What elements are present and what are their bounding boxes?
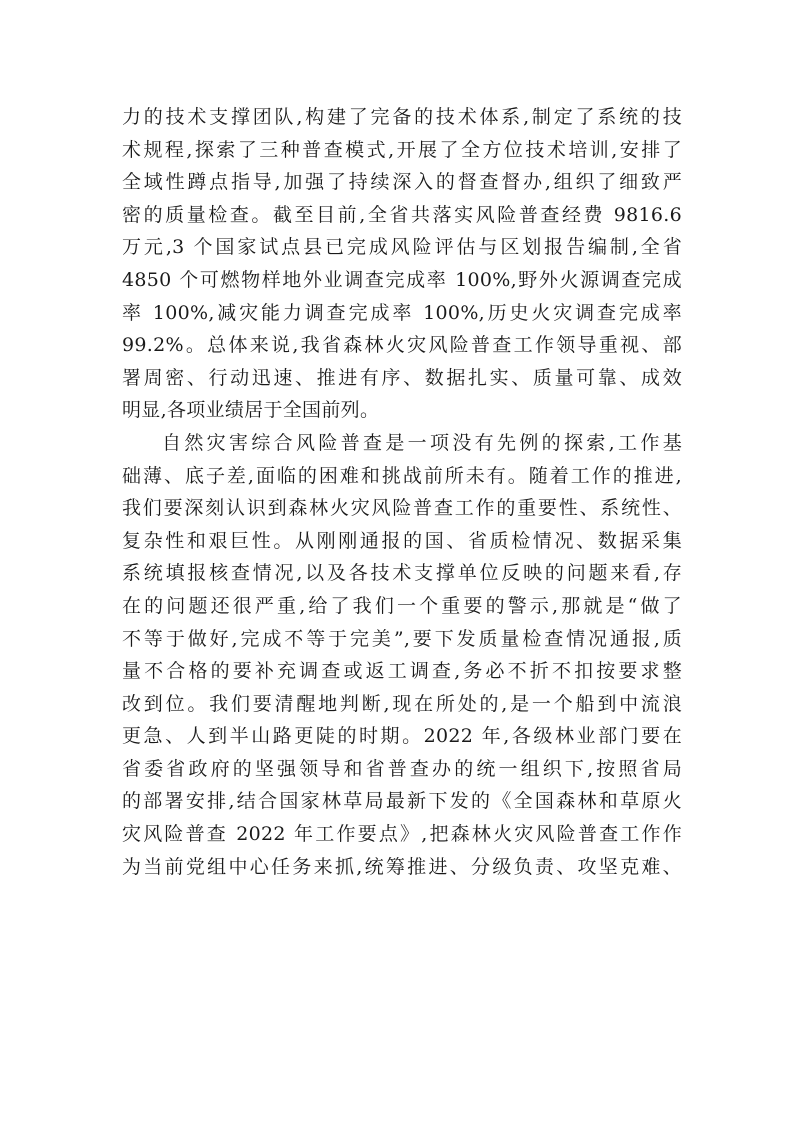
text-line: 的部署安排,结合国家林草局最新下发的《全国森林和草原火 — [122, 790, 682, 813]
text-line: 率 100%,减灾能力调查完成率 100%,历史火灾调查完成率 — [122, 301, 682, 324]
text-line: 我们要深刻认识到森林火灾风险普查工作的重要性、系统性、 — [122, 497, 682, 520]
text-line: 复杂性和艰巨性。从刚刚通报的国、省质检情况、数据采集 — [122, 529, 682, 552]
text-line: 99.2%。总体来说,我省森林火灾风险普查工作领导重视、部 — [122, 334, 682, 357]
text-line: 系统填报核查情况,以及各技术支撑单位反映的问题来看,存 — [122, 562, 682, 585]
text-line: 改到位。我们要清醒地判断,现在所处的,是一个船到中流浪 — [122, 692, 682, 715]
text-line: 密的质量检查。截至目前,全省共落实风险普查经费 9816.6 — [122, 203, 682, 226]
text-line: 础薄、底子差,面临的困难和挑战前所未有。随着工作的推进, — [122, 464, 682, 487]
paragraph-2 — [122, 427, 682, 883]
text-line: 灾风险普查 2022 年工作要点》,把森林火灾风险普查工作作 — [122, 823, 682, 846]
text-line: 4850 个可燃物样地外业调查完成率 100%,野外火源调查完成 — [122, 268, 682, 291]
text-line: 万元,3 个国家试点县已完成风险评估与区划报告编制,全省 — [122, 236, 682, 259]
text-line: 术规程,探索了三种普查模式,开展了全方位技术培训,安排了 — [122, 138, 682, 161]
text-line: 在的问题还很严重,给了我们一个重要的警示,那就是“做了 — [122, 594, 682, 617]
text-line: 为当前党组中心任务来抓,统筹推进、分级负责、攻坚克难、 — [122, 855, 682, 878]
text-line: 自然灾害综合风险普查是一项没有先例的探索,工作基 — [162, 431, 682, 454]
text-line: 省委省政府的坚强领导和省普查办的统一组织下,按照省局 — [122, 757, 682, 780]
text-line: 力的技术支撑团队,构建了完备的技术体系,制定了系统的技 — [122, 106, 682, 128]
text-line: 署周密、行动迅速、推进有序、数据扎实、质量可靠、成效 — [122, 366, 682, 389]
text-line: 全域性蹲点指导,加强了持续深入的督查督办,组织了细致严 — [122, 171, 682, 194]
text-line: 不等于做好,完成不等于完美”,要下发质量检查情况通报,质 — [122, 627, 682, 650]
paragraph-1 — [122, 101, 682, 427]
text-line: 明显,各项业绩居于全国前列。 — [122, 399, 380, 422]
text-line: 量不合格的要补充调查或返工调查,务必不折不扣按要求整 — [122, 660, 682, 683]
text-line: 更急、人到半山路更陡的时期。2022 年,各级林业部门要在 — [122, 725, 682, 748]
body-text — [122, 101, 682, 883]
